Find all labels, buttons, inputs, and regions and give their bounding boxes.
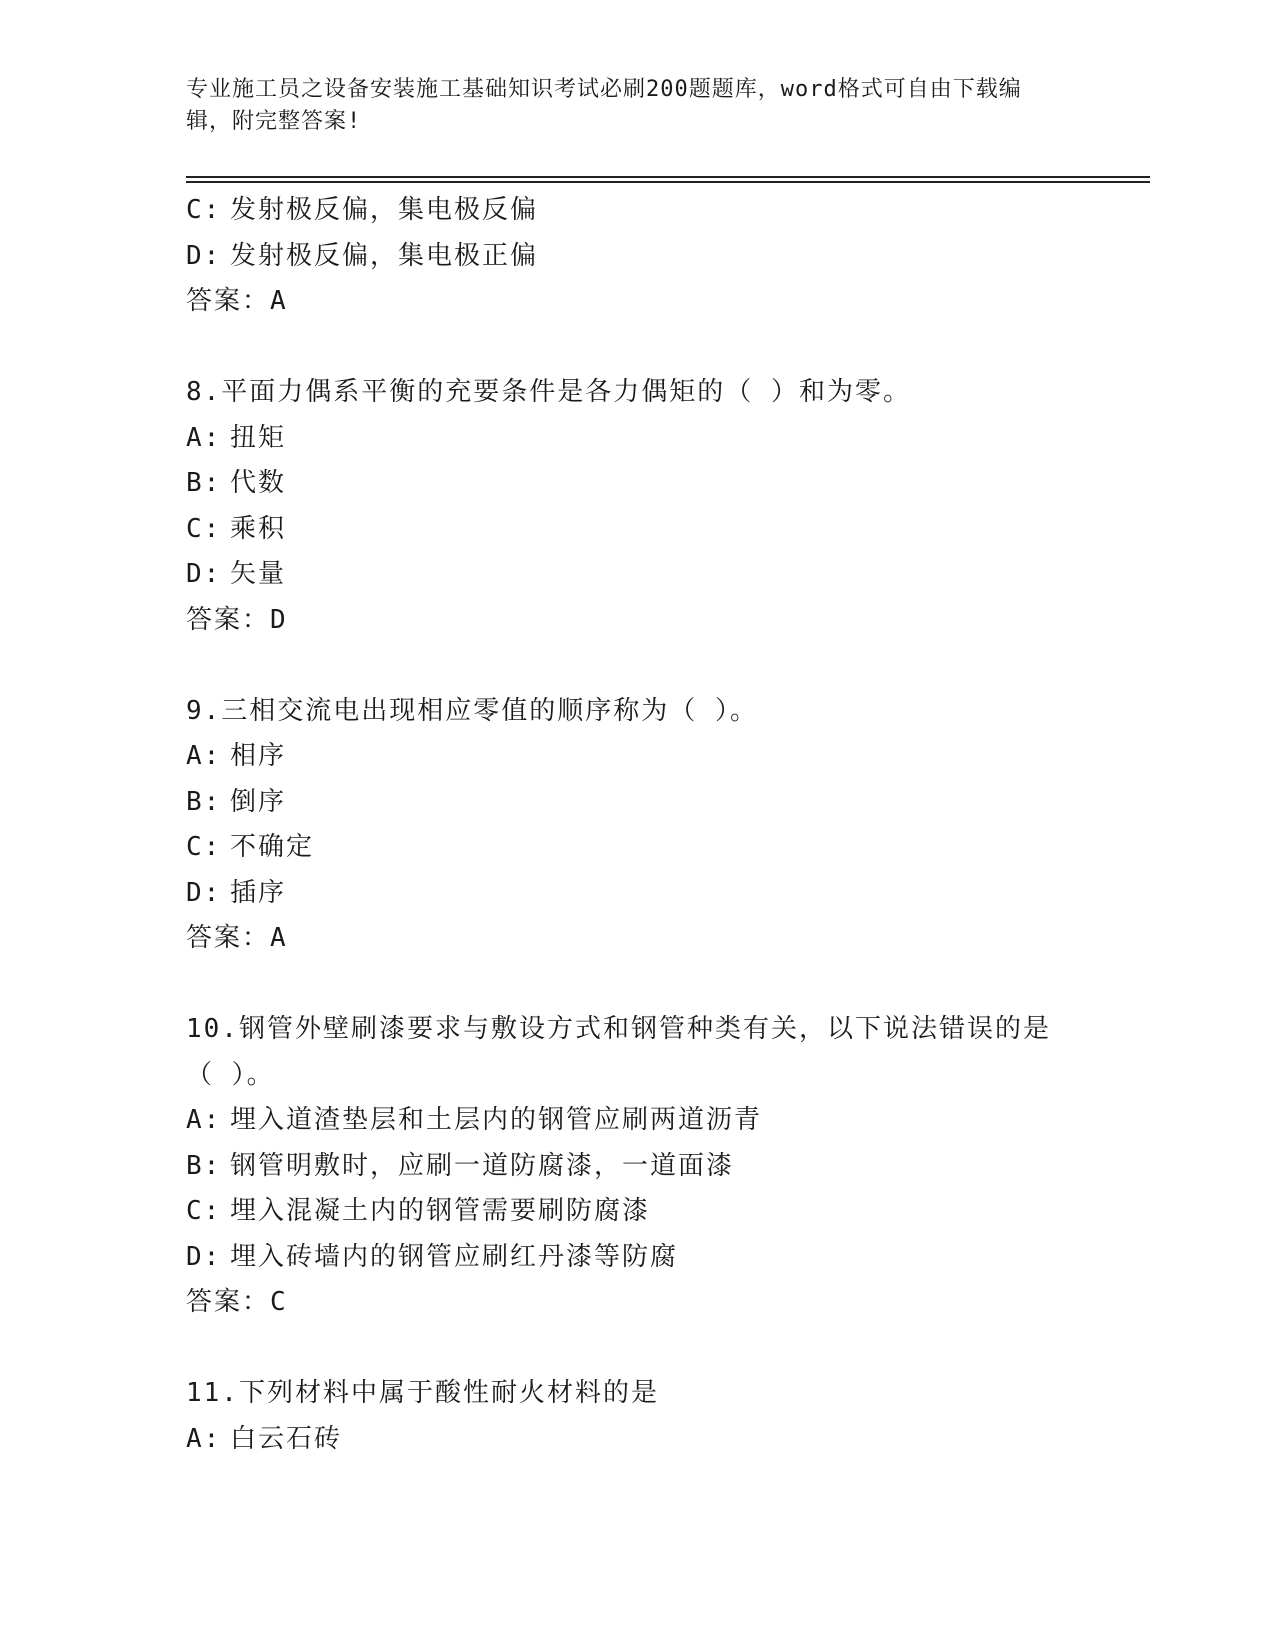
option-text: 插序 [230, 877, 287, 908]
option-line [186, 461, 1086, 507]
option-label: B: [186, 1150, 222, 1181]
option-text: 乘积 [230, 513, 287, 544]
option-label: B: [186, 468, 222, 498]
option-label: B: [186, 786, 222, 817]
option-label: A: [186, 1423, 222, 1454]
option-label: A: [186, 741, 222, 771]
document-header: 专业施工员之设备安装施工基础知识考试必刷200题题库，word格式可自由下载编辑，附完整答案! [186, 77, 1022, 134]
option-text: 埋入道渣垫层和土层内的钢管应刷两道沥青 [230, 1105, 763, 1135]
option-label: D: [186, 1241, 222, 1272]
option-line [186, 1235, 1086, 1281]
option-text: 埋入砖墙内的钢管应刷红丹漆等防腐 [230, 1241, 679, 1272]
option-text: 发射极反偏，集电极正偏 [230, 240, 539, 271]
spacer [186, 962, 1086, 1008]
option-line [186, 188, 1086, 234]
option-line [186, 871, 1086, 917]
option-line [186, 416, 1086, 462]
option-label: C: [186, 832, 222, 862]
option-label: A: [186, 1105, 222, 1135]
option-text: 埋入混凝土内的钢管需要刷防腐漆 [230, 1196, 651, 1226]
option-text: 不确定 [230, 832, 315, 862]
question-stem: 8.平面力偶系平衡的充要条件是各力偶矩的（ ）和为零。 [186, 377, 911, 407]
option-line [186, 1098, 1086, 1144]
option-line [186, 734, 1086, 780]
option-text: 扭矩 [230, 422, 287, 453]
question-block-11 [186, 1371, 1086, 1462]
answer-line: 答案：A [186, 923, 288, 953]
spacer [186, 643, 1086, 689]
option-label: C: [186, 513, 222, 544]
answer-line: 答案：D [186, 604, 288, 635]
option-line [186, 825, 1086, 871]
question-block-9 [186, 689, 1086, 1008]
option-text: 矢量 [230, 559, 287, 589]
option-text: 倒序 [230, 786, 287, 817]
option-label: C: [186, 1196, 222, 1226]
option-line [186, 552, 1086, 598]
option-label: D: [186, 559, 222, 589]
spacer [186, 325, 1086, 371]
question-block-continued [186, 188, 1086, 370]
option-label: D: [186, 240, 222, 271]
option-label: C: [186, 195, 222, 225]
option-text: 钢管明敷时，应刷一道防腐漆，一道面漆 [230, 1150, 735, 1181]
question-stem: 9.三相交流电出现相应零值的顺序称为（ ）。 [186, 695, 758, 726]
answer-line: 答案：C [186, 1287, 288, 1317]
option-line [186, 780, 1086, 826]
question-stem: 11.下列材料中属于酸性耐火材料的是 [186, 1378, 659, 1408]
header-divider-top [186, 176, 1150, 178]
option-text: 代数 [230, 468, 287, 498]
option-line [186, 1417, 1086, 1463]
option-label: A: [186, 422, 222, 453]
question-content [186, 188, 1086, 1462]
question-block-10 [186, 1007, 1086, 1371]
question-block-8 [186, 370, 1086, 689]
option-text: 白云石砖 [230, 1423, 343, 1454]
option-text: 发射极反偏，集电极反偏 [230, 195, 539, 225]
question-stem: 10.钢管外壁刷漆要求与敷设方式和钢管种类有关，以下说法错误的是（ ）。 [186, 1014, 1051, 1090]
option-label: D: [186, 877, 222, 908]
spacer [186, 1326, 1086, 1372]
option-line [186, 1144, 1086, 1190]
option-line [186, 1189, 1086, 1235]
header-divider-bottom [186, 181, 1150, 183]
option-line [186, 234, 1086, 280]
option-text: 相序 [230, 741, 287, 771]
answer-line: 答案：A [186, 286, 288, 316]
option-line [186, 507, 1086, 553]
